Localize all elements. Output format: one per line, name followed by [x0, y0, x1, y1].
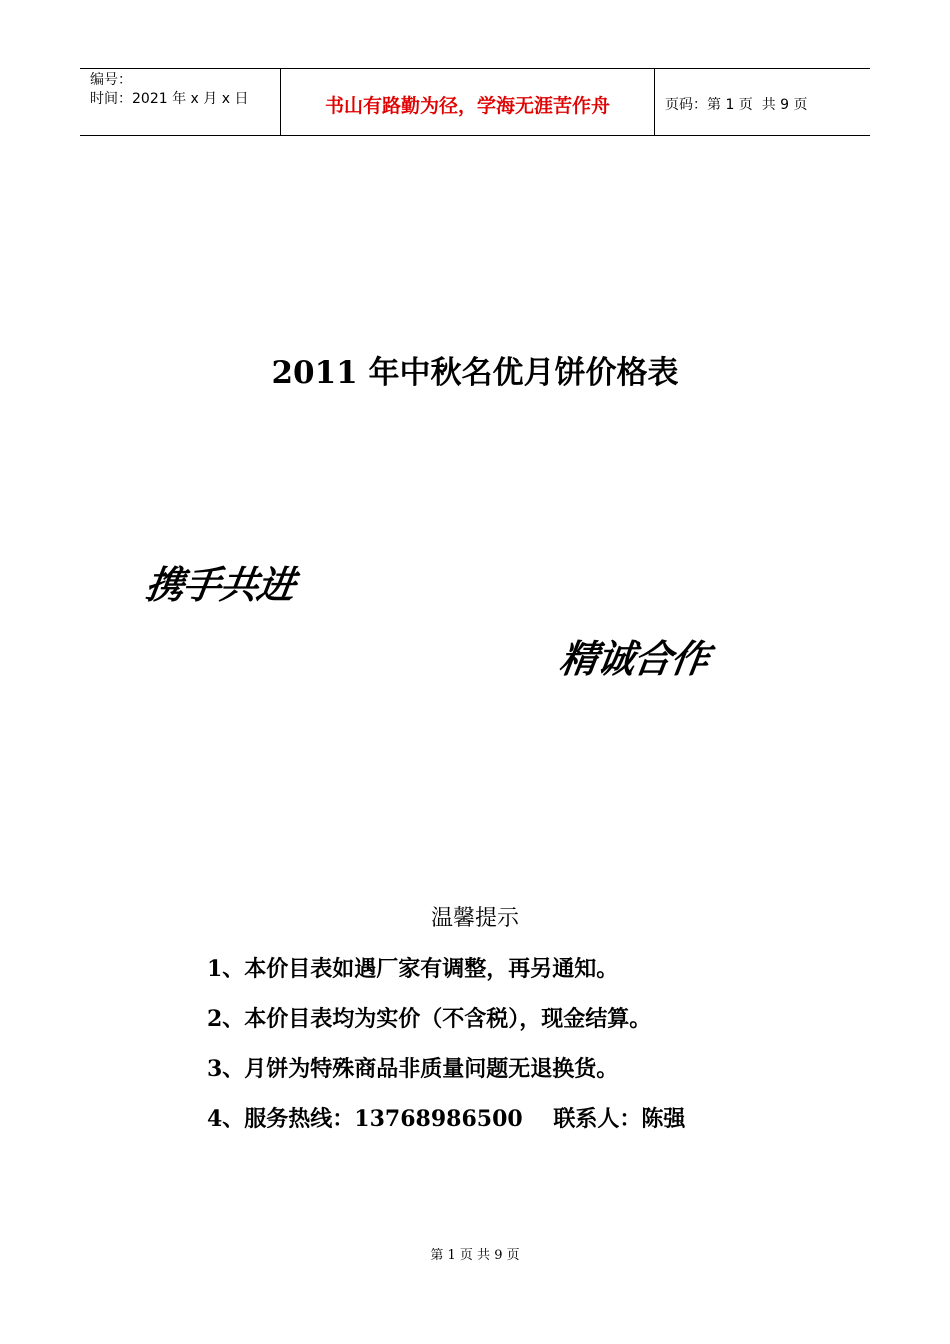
- slogan-first: 携手共进: [142, 563, 298, 607]
- header-meta-cell: [80, 69, 281, 135]
- tip-item: 4、服务热线：13768986500 联系人：陈强: [207, 1106, 686, 1132]
- motto-text: 书山有路勤为径，学海无涯苦作舟: [324, 94, 610, 117]
- document-header: [80, 68, 870, 136]
- time-label: 时间：2021 年 x 月 x 日: [90, 91, 249, 107]
- tips-heading: 温馨提示: [430, 906, 519, 931]
- page-info: 页码：第 1 页 共 9 页: [665, 97, 808, 113]
- tip-item: 2、本价目表均为实价（不含税），现金结算。: [207, 1006, 652, 1032]
- tip-item: 3、月饼为特殊商品非质量问题无退换货。: [207, 1056, 619, 1082]
- number-label: 编号：: [90, 72, 132, 88]
- header-motto-cell: [281, 69, 655, 135]
- document-title: 2011 年中秋名优月饼价格表: [271, 355, 679, 391]
- header-page-cell: [655, 69, 870, 135]
- tips-list: [207, 952, 685, 1152]
- slogan-second: 精诚合作: [556, 637, 712, 681]
- tip-item: 1、本价目表如遇厂家有调整，再另通知。: [207, 956, 619, 982]
- page-footer: 第 1 页 共 9 页: [430, 1248, 520, 1263]
